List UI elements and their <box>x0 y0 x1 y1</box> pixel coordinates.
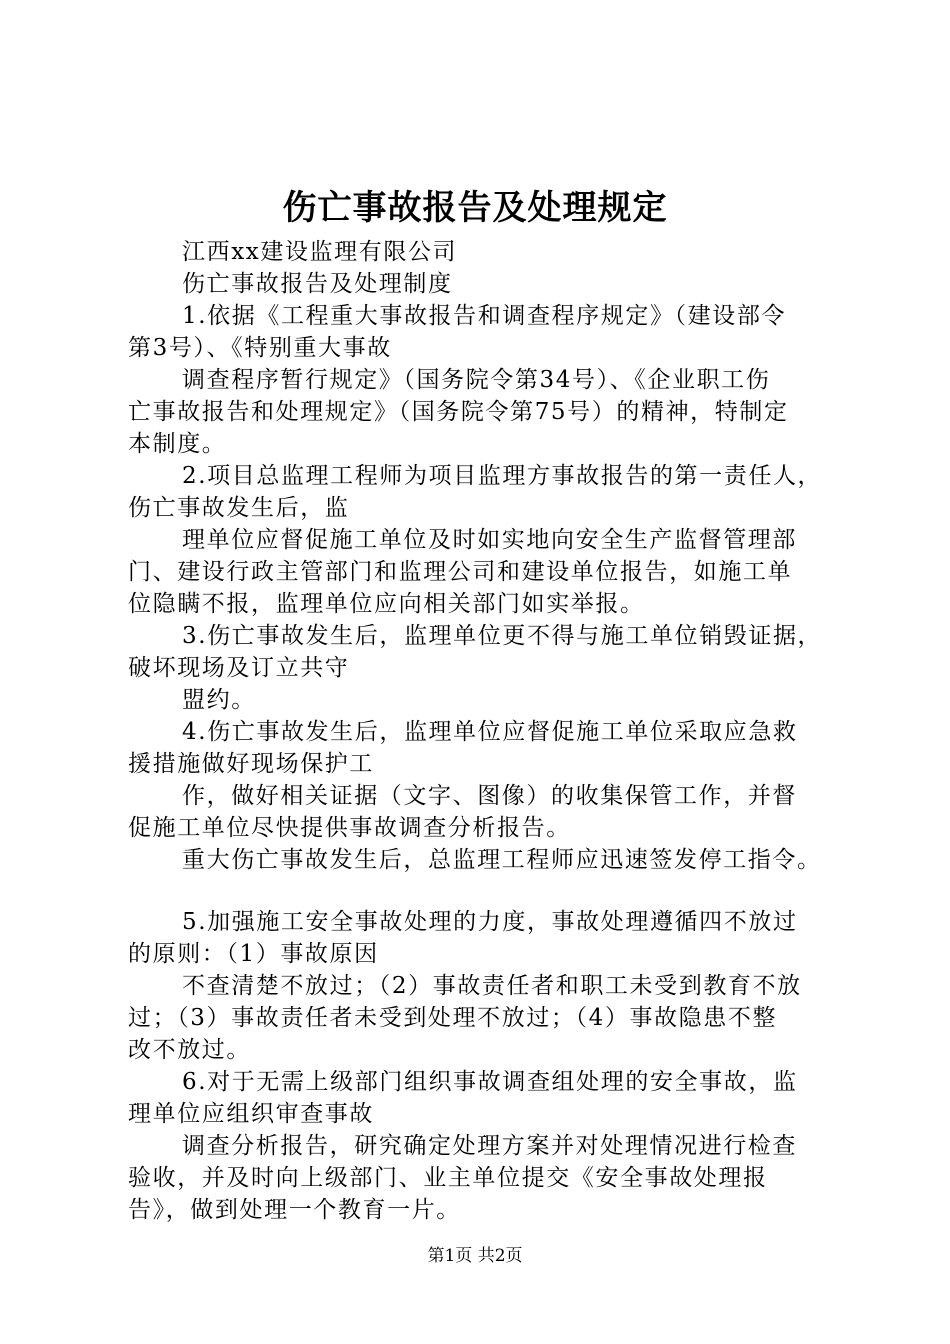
paragraph-line: 4.伤亡事故发生后，监理单位应督促施工单位采取应急救 <box>182 719 798 745</box>
paragraph-line: 过；（3）事故责任者未受到处理不放过；（4）事故隐患不整 <box>128 1005 778 1031</box>
paragraph-line: 告》，做到处理一个教育一片。 <box>128 1197 461 1223</box>
paragraph-line: 理单位应督促施工单位及时如实地向安全生产监督管理部 <box>182 527 797 553</box>
paragraph-line: 位隐瞒不报，监理单位应向相关部门如实举报。 <box>128 591 645 617</box>
paragraph-line: 6.对于无需上级部门组织事故调查组处理的安全事故，监 <box>182 1069 798 1095</box>
section-heading: 伤亡事故报告及处理制度 <box>182 271 453 297</box>
paragraph-line: 调查程序暂行规定》（国务院令第34号）、《企业职工伤 <box>182 367 771 393</box>
paragraph-line: 破坏现场及订立共守 <box>128 655 350 681</box>
document-body <box>128 236 838 1226</box>
paragraph-line: 促施工单位尽快提供事故调查分析报告。 <box>128 815 571 841</box>
page-footer: 第1页 共2页 <box>427 1246 523 1266</box>
paragraph-line: 理单位应组织审查事故 <box>128 1101 374 1127</box>
paragraph-line: 伤亡事故发生后，监 <box>128 495 350 521</box>
paragraph-line: 不查清楚不放过；（2）事故责任者和职工未受到教育不放 <box>182 973 802 999</box>
paragraph-line: 的原则：（1）事故原因 <box>128 941 379 967</box>
paragraph-line: 3.伤亡事故发生后，监理单位更不得与施工单位销毁证据， <box>182 623 823 649</box>
paragraph-line: 5.加强施工安全事故处理的力度，事故处理遵循四不放过 <box>182 909 798 935</box>
paragraph-line: 亡事故报告和处理规定》（国务院令第75号）的精神，特制定 <box>128 399 789 425</box>
paragraph-line: 门、建设行政主管部门和监理公司和建设单位报告，如施工单 <box>128 559 793 585</box>
paragraph-line: 第3号）、《特别重大事故 <box>128 335 392 361</box>
paragraph-line: 1.依据《工程重大事故报告和调查程序规定》（建设部令 <box>182 303 787 329</box>
company-name: 江西xx建设监理有限公司 <box>182 239 458 265</box>
paragraph-line: 改不放过。 <box>128 1037 251 1063</box>
paragraph-line: 作，做好相关证据（文字、图像）的收集保管工作，并督 <box>182 783 797 809</box>
page-title: 伤亡事故报告及处理规定 <box>282 188 668 228</box>
paragraph-line: 援措施做好现场保护工 <box>128 751 374 777</box>
paragraph-line: 2.项目总监理工程师为项目监理方事故报告的第一责任人， <box>182 463 823 489</box>
paragraph-line: 调查分析报告，研究确定处理方案并对处理情况进行检查 <box>182 1133 797 1159</box>
paragraph-line: 验收，并及时向上级部门、业主单位提交《安全事故处理报 <box>128 1165 768 1191</box>
paragraph-line: 重大伤亡事故发生后，总监理工程师应迅速签发停工指令。 <box>182 847 822 873</box>
paragraph-line: 盟约。 <box>182 687 256 713</box>
paragraph-gap <box>128 876 838 906</box>
paragraph-line: 本制度。 <box>128 431 227 457</box>
